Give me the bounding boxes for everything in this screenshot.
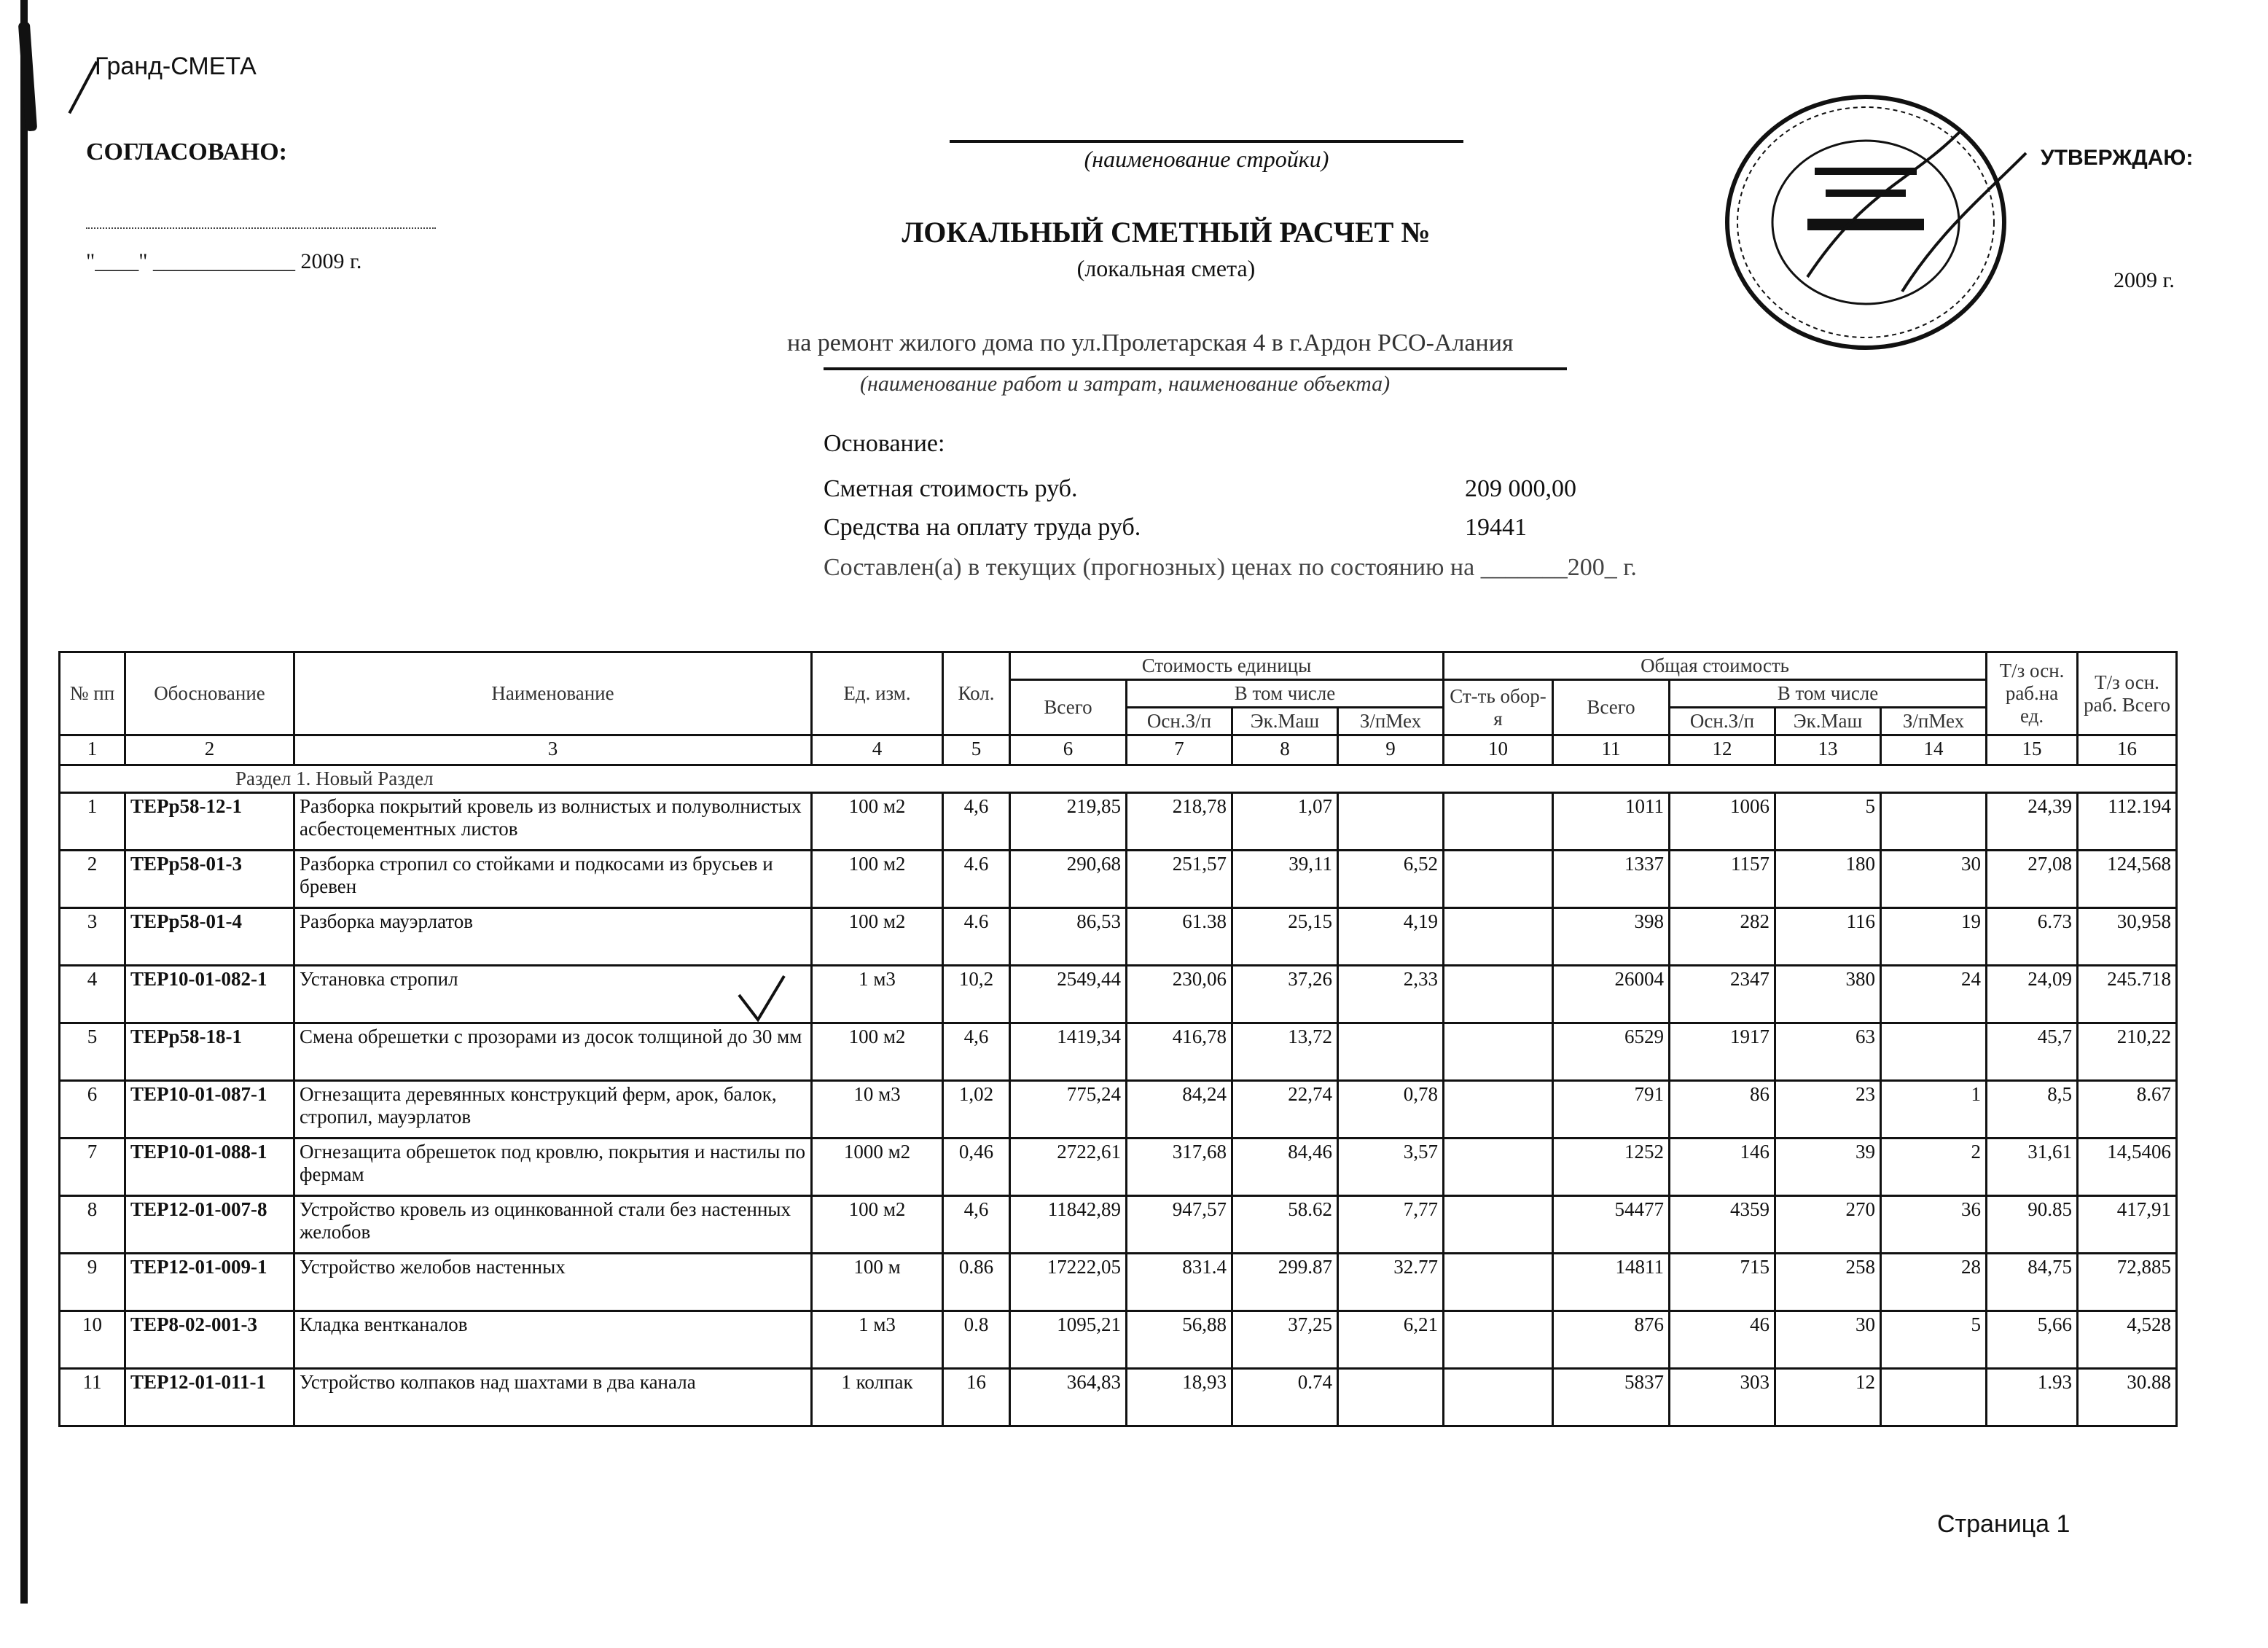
row-qty: 0.86 (943, 1254, 1010, 1311)
scan-edge-bar (20, 0, 28, 1604)
column-number: 16 (2078, 735, 2177, 765)
row-basis-code: ТЕР10-01-088-1 (125, 1139, 294, 1196)
row-total: 5837 (1553, 1369, 1670, 1426)
row-unit: 1 колпак (812, 1369, 943, 1426)
row-name: Устройство колпаков над шахтами в два канала (294, 1369, 812, 1426)
column-number: 3 (294, 735, 812, 765)
column-number: 15 (1987, 735, 2078, 765)
row-total-base-wage: 46 (1670, 1311, 1775, 1369)
site-caption: (наименование стройки) (1084, 146, 1329, 172)
column-number: 2 (125, 735, 294, 765)
header-unit-base-wage: Осн.З/п (1127, 708, 1232, 735)
row-equipment (1444, 908, 1553, 966)
wage-fund-label: Средства на оплату труда руб. (824, 514, 1141, 541)
row-total-machines: 23 (1775, 1081, 1881, 1139)
row-equipment (1444, 1139, 1553, 1196)
table-row (60, 793, 2177, 851)
table-row (60, 1023, 2177, 1081)
row-total-base-wage: 2347 (1670, 966, 1775, 1023)
row-basis-code: ТЕР8-02-001-3 (125, 1311, 294, 1369)
row-labor-total: 30.88 (2078, 1369, 2177, 1426)
row-total-machines: 380 (1775, 966, 1881, 1023)
row-total: 1252 (1553, 1139, 1670, 1196)
row-unit-total: 2549,44 (1010, 966, 1127, 1023)
table-row (60, 1081, 2177, 1139)
row-qty: 4.6 (943, 908, 1010, 966)
row-basis-code: ТЕР10-01-087-1 (125, 1081, 294, 1139)
row-unit-base-wage: 251,57 (1127, 851, 1232, 908)
row-unit-machines: 13,72 (1232, 1023, 1338, 1081)
row-total-machines: 39 (1775, 1139, 1881, 1196)
row-labor-unit: 1.93 (1987, 1369, 2078, 1426)
row-unit-total: 1419,34 (1010, 1023, 1127, 1081)
object-underline (824, 367, 1567, 370)
row-labor-unit: 5,66 (1987, 1311, 2078, 1369)
row-total-mech-wage (1881, 1023, 1987, 1081)
row-unit-machines: 25,15 (1232, 908, 1338, 966)
row-equipment (1444, 1254, 1553, 1311)
row-name: Устройство кровель из оцинкованной стали без настенных желобов (294, 1196, 812, 1254)
row-labor-total: 124,568 (2078, 851, 2177, 908)
row-unit: 1 м3 (812, 1311, 943, 1369)
row-unit-mech-wage: 32.77 (1338, 1254, 1444, 1311)
table-row (60, 1311, 2177, 1369)
row-basis-code: ТЕРр58-01-4 (125, 908, 294, 966)
row-unit-total: 1095,21 (1010, 1311, 1127, 1369)
row-unit: 10 м3 (812, 1081, 943, 1139)
row-unit-total: 364,83 (1010, 1369, 1127, 1426)
row-unit-base-wage: 317,68 (1127, 1139, 1232, 1196)
header-equipment: Ст-ть обор-я (1444, 680, 1553, 735)
row-labor-total: 417,91 (2078, 1196, 2177, 1254)
row-total: 14811 (1553, 1254, 1670, 1311)
row-number: 8 (60, 1196, 125, 1254)
row-qty: 16 (943, 1369, 1010, 1426)
column-number: 11 (1553, 735, 1670, 765)
row-labor-total: 245.718 (2078, 966, 2177, 1023)
header-unit-machines: Эк.Маш (1232, 708, 1338, 735)
row-unit-total: 11842,89 (1010, 1196, 1127, 1254)
row-unit: 100 м2 (812, 793, 943, 851)
row-name: Разборка покрытий кровель из волнистых и полуволнистых асбестоцементных листов (294, 793, 812, 851)
column-number: 5 (943, 735, 1010, 765)
row-unit-mech-wage (1338, 1369, 1444, 1426)
header-labor-total: Т/з осн. раб. Всего (2078, 652, 2177, 735)
row-unit-base-wage: 416,78 (1127, 1023, 1232, 1081)
column-number: 6 (1010, 735, 1127, 765)
row-labor-unit: 90.85 (1987, 1196, 2078, 1254)
row-equipment (1444, 1023, 1553, 1081)
table-row (60, 908, 2177, 966)
row-unit-total: 17222,05 (1010, 1254, 1127, 1311)
row-labor-total: 4,528 (2078, 1311, 2177, 1369)
header-basis: Обоснование (125, 652, 294, 735)
row-qty: 0,46 (943, 1139, 1010, 1196)
column-number: 9 (1338, 735, 1444, 765)
row-total: 791 (1553, 1081, 1670, 1139)
row-number: 11 (60, 1369, 125, 1426)
row-equipment (1444, 1081, 1553, 1139)
row-basis-code: ТЕР12-01-011-1 (125, 1369, 294, 1426)
header-total-base-wage: Осн.З/п (1670, 708, 1775, 735)
row-labor-unit: 27,08 (1987, 851, 2078, 908)
agreed-signature-line (86, 227, 436, 229)
check-mark (736, 973, 787, 1024)
column-number: 14 (1881, 735, 1987, 765)
pen-tick (68, 61, 98, 114)
row-unit: 100 м2 (812, 1023, 943, 1081)
agreed-label: СОГЛАСОВАНО: (86, 138, 288, 165)
row-equipment (1444, 793, 1553, 851)
row-equipment (1444, 1311, 1553, 1369)
header-num: № пп (60, 652, 125, 735)
table-row (60, 1254, 2177, 1311)
header-total-including: В том числе (1670, 680, 1987, 708)
row-total-base-wage: 303 (1670, 1369, 1775, 1426)
row-labor-total: 14,5406 (2078, 1139, 2177, 1196)
row-basis-code: ТЕР10-01-082-1 (125, 966, 294, 1023)
approve-date: 2009 г. (2113, 268, 2175, 292)
row-unit-machines: 22,74 (1232, 1081, 1338, 1139)
row-total-machines: 5 (1775, 793, 1881, 851)
page-number: Страница 1 (1937, 1510, 2070, 1538)
header-unit-total: Всего (1010, 680, 1127, 735)
row-unit-machines: 58.62 (1232, 1196, 1338, 1254)
header-total-mech-wage: З/пМех (1881, 708, 1987, 735)
row-total-base-wage: 1006 (1670, 793, 1775, 851)
row-name: Установка стропил (294, 966, 812, 1023)
section-title: Раздел 1. Новый Раздел (60, 765, 2177, 793)
table-row (60, 1139, 2177, 1196)
row-unit-base-wage: 831.4 (1127, 1254, 1232, 1311)
row-unit-mech-wage (1338, 1023, 1444, 1081)
row-total: 1337 (1553, 851, 1670, 908)
row-total-mech-wage (1881, 793, 1987, 851)
row-name: Разборка стропил со стойками и подкосами из брусьев и бревен (294, 851, 812, 908)
row-name: Смена обрешетки с прозорами из досок толщиной до 30 мм (294, 1023, 812, 1081)
row-equipment (1444, 1196, 1553, 1254)
row-unit-mech-wage: 6,52 (1338, 851, 1444, 908)
row-total-mech-wage: 24 (1881, 966, 1987, 1023)
row-equipment (1444, 1369, 1553, 1426)
basis-label: Основание: (824, 430, 945, 457)
row-basis-code: ТЕРр58-12-1 (125, 793, 294, 851)
row-unit-base-wage: 230,06 (1127, 966, 1232, 1023)
company-seal (1720, 87, 2033, 357)
row-unit-machines: 39,11 (1232, 851, 1338, 908)
estimated-cost-label: Сметная стоимость руб. (824, 475, 1078, 502)
table-row (60, 851, 2177, 908)
row-labor-unit: 24,39 (1987, 793, 2078, 851)
row-total-mech-wage: 19 (1881, 908, 1987, 966)
table-row (60, 1369, 2177, 1426)
app-name: Гранд-СМЕТА (95, 52, 257, 80)
row-total-mech-wage: 28 (1881, 1254, 1987, 1311)
header-total-total: Всего (1553, 680, 1670, 735)
row-qty: 1,02 (943, 1081, 1010, 1139)
header-qty: Кол. (943, 652, 1010, 735)
column-number: 13 (1775, 735, 1881, 765)
row-number: 6 (60, 1081, 125, 1139)
row-total-machines: 258 (1775, 1254, 1881, 1311)
row-unit-base-wage: 947,57 (1127, 1196, 1232, 1254)
row-unit-base-wage: 56,88 (1127, 1311, 1232, 1369)
row-unit-total: 219,85 (1010, 793, 1127, 851)
row-number: 9 (60, 1254, 125, 1311)
column-number: 12 (1670, 735, 1775, 765)
row-unit: 100 м2 (812, 851, 943, 908)
row-total-mech-wage: 30 (1881, 851, 1987, 908)
row-unit-total: 775,24 (1010, 1081, 1127, 1139)
row-unit: 100 м (812, 1254, 943, 1311)
row-basis-code: ТЕР12-01-007-8 (125, 1196, 294, 1254)
site-name-line (950, 140, 1463, 143)
header-name: Наименование (294, 652, 812, 735)
row-name: Устройство желобов настенных (294, 1254, 812, 1311)
row-unit-mech-wage: 0,78 (1338, 1081, 1444, 1139)
row-total-machines: 116 (1775, 908, 1881, 966)
row-unit-mech-wage (1338, 793, 1444, 851)
row-labor-total: 8.67 (2078, 1081, 2177, 1139)
row-unit-mech-wage: 6,21 (1338, 1311, 1444, 1369)
row-unit-base-wage: 218,78 (1127, 793, 1232, 851)
row-unit-base-wage: 84,24 (1127, 1081, 1232, 1139)
row-unit: 1000 м2 (812, 1139, 943, 1196)
header-unit: Ед. изм. (812, 652, 943, 735)
header-total-cost: Общая стоимость (1444, 652, 1987, 680)
row-total-base-wage: 1917 (1670, 1023, 1775, 1081)
row-name: Кладка вентканалов (294, 1311, 812, 1369)
row-qty: 4,6 (943, 1023, 1010, 1081)
row-total-mech-wage: 36 (1881, 1196, 1987, 1254)
row-number: 2 (60, 851, 125, 908)
row-number: 3 (60, 908, 125, 966)
row-unit: 100 м2 (812, 908, 943, 966)
row-labor-unit: 24,09 (1987, 966, 2078, 1023)
row-labor-total: 112.194 (2078, 793, 2177, 851)
row-total-mech-wage: 5 (1881, 1311, 1987, 1369)
row-total-machines: 63 (1775, 1023, 1881, 1081)
row-qty: 4,6 (943, 1196, 1010, 1254)
row-qty: 10,2 (943, 966, 1010, 1023)
row-unit-mech-wage: 2,33 (1338, 966, 1444, 1023)
row-unit-machines: 1,07 (1232, 793, 1338, 851)
section-row (60, 765, 2177, 793)
row-labor-total: 30,958 (2078, 908, 2177, 966)
object-line: на ремонт жилого дома по ул.Пролетарская 4 в г.Ардон РСО-Алания (787, 329, 1514, 356)
row-total-base-wage: 715 (1670, 1254, 1775, 1311)
row-unit-mech-wage: 7,77 (1338, 1196, 1444, 1254)
row-total: 398 (1553, 908, 1670, 966)
row-unit-machines: 299.87 (1232, 1254, 1338, 1311)
row-unit-mech-wage: 3,57 (1338, 1139, 1444, 1196)
row-total: 6529 (1553, 1023, 1670, 1081)
column-number: 10 (1444, 735, 1553, 765)
row-qty: 0.8 (943, 1311, 1010, 1369)
row-total-mech-wage: 2 (1881, 1139, 1987, 1196)
column-number: 1 (60, 735, 125, 765)
document-title: ЛОКАЛЬНЫЙ СМЕТНЫЙ РАСЧЕТ № (902, 216, 1431, 249)
row-unit: 100 м2 (812, 1196, 943, 1254)
row-qty: 4.6 (943, 851, 1010, 908)
row-labor-unit: 8,5 (1987, 1081, 2078, 1139)
row-total-machines: 30 (1775, 1311, 1881, 1369)
row-unit-machines: 37,25 (1232, 1311, 1338, 1369)
column-number: 4 (812, 735, 943, 765)
row-labor-total: 210,22 (2078, 1023, 2177, 1081)
row-total-machines: 180 (1775, 851, 1881, 908)
table-row (60, 1196, 2177, 1254)
row-name: Разборка мауэрлатов (294, 908, 812, 966)
row-number: 5 (60, 1023, 125, 1081)
row-total-machines: 270 (1775, 1196, 1881, 1254)
row-total-base-wage: 1157 (1670, 851, 1775, 908)
prices-date-label: Составлен(а) в текущих (прогнозных) ценах по состоянию на _______200_ г. (824, 554, 1637, 581)
row-total: 54477 (1553, 1196, 1670, 1254)
row-unit-machines: 37,26 (1232, 966, 1338, 1023)
row-labor-total: 72,885 (2078, 1254, 2177, 1311)
approve-label: УТВЕРЖДАЮ: (2041, 146, 2194, 170)
row-total-machines: 12 (1775, 1369, 1881, 1426)
row-unit-total: 2722,61 (1010, 1139, 1127, 1196)
row-unit-base-wage: 61.38 (1127, 908, 1232, 966)
row-unit-machines: 0.74 (1232, 1369, 1338, 1426)
object-caption: (наименование работ и затрат, наименование объекта) (860, 372, 1391, 396)
document-subtitle: (локальная смета) (1076, 255, 1256, 281)
estimated-cost-value: 209 000,00 (1465, 475, 1576, 502)
row-number: 10 (60, 1311, 125, 1369)
row-name: Огнезащита деревянных конструкций ферм, арок, балок, стропил, мауэрлатов (294, 1081, 812, 1139)
row-unit: 1 м3 (812, 966, 943, 1023)
row-basis-code: ТЕРр58-01-3 (125, 851, 294, 908)
header-unit-mech-wage: З/пМех (1338, 708, 1444, 735)
row-total-base-wage: 86 (1670, 1081, 1775, 1139)
row-labor-unit: 45,7 (1987, 1023, 2078, 1081)
row-unit-total: 290,68 (1010, 851, 1127, 908)
row-equipment (1444, 851, 1553, 908)
row-name: Огнезащита обрешеток под кровлю, покрытия и настилы по фермам (294, 1139, 812, 1196)
row-basis-code: ТЕРр58-18-1 (125, 1023, 294, 1081)
estimate-table (58, 651, 2178, 1427)
row-unit-total: 86,53 (1010, 908, 1127, 966)
row-total-mech-wage: 1 (1881, 1081, 1987, 1139)
row-total: 876 (1553, 1311, 1670, 1369)
row-labor-unit: 84,75 (1987, 1254, 2078, 1311)
header-labor-unit: Т/з осн. раб.на ед. (1987, 652, 2078, 735)
row-number: 1 (60, 793, 125, 851)
header-unit-cost: Стоимость единицы (1010, 652, 1444, 680)
row-total-base-wage: 146 (1670, 1139, 1775, 1196)
row-qty: 4,6 (943, 793, 1010, 851)
row-equipment (1444, 966, 1553, 1023)
row-labor-unit: 6.73 (1987, 908, 2078, 966)
row-total-base-wage: 282 (1670, 908, 1775, 966)
agreed-date: "____" _____________ 2009 г. (86, 249, 362, 273)
row-total: 1011 (1553, 793, 1670, 851)
row-basis-code: ТЕР12-01-009-1 (125, 1254, 294, 1311)
wage-fund-value: 19441 (1465, 514, 1527, 541)
column-number-row (60, 735, 2177, 765)
table-row (60, 966, 2177, 1023)
row-unit-machines: 84,46 (1232, 1139, 1338, 1196)
header-total-machines: Эк.Маш (1775, 708, 1881, 735)
row-total-mech-wage (1881, 1369, 1987, 1426)
row-labor-unit: 31,61 (1987, 1139, 2078, 1196)
header-unit-including: В том числе (1127, 680, 1444, 708)
row-unit-base-wage: 18,93 (1127, 1369, 1232, 1426)
row-number: 4 (60, 966, 125, 1023)
column-number: 8 (1232, 735, 1338, 765)
row-number: 7 (60, 1139, 125, 1196)
row-unit-mech-wage: 4,19 (1338, 908, 1444, 966)
column-number: 7 (1127, 735, 1232, 765)
row-total-base-wage: 4359 (1670, 1196, 1775, 1254)
row-total: 26004 (1553, 966, 1670, 1023)
